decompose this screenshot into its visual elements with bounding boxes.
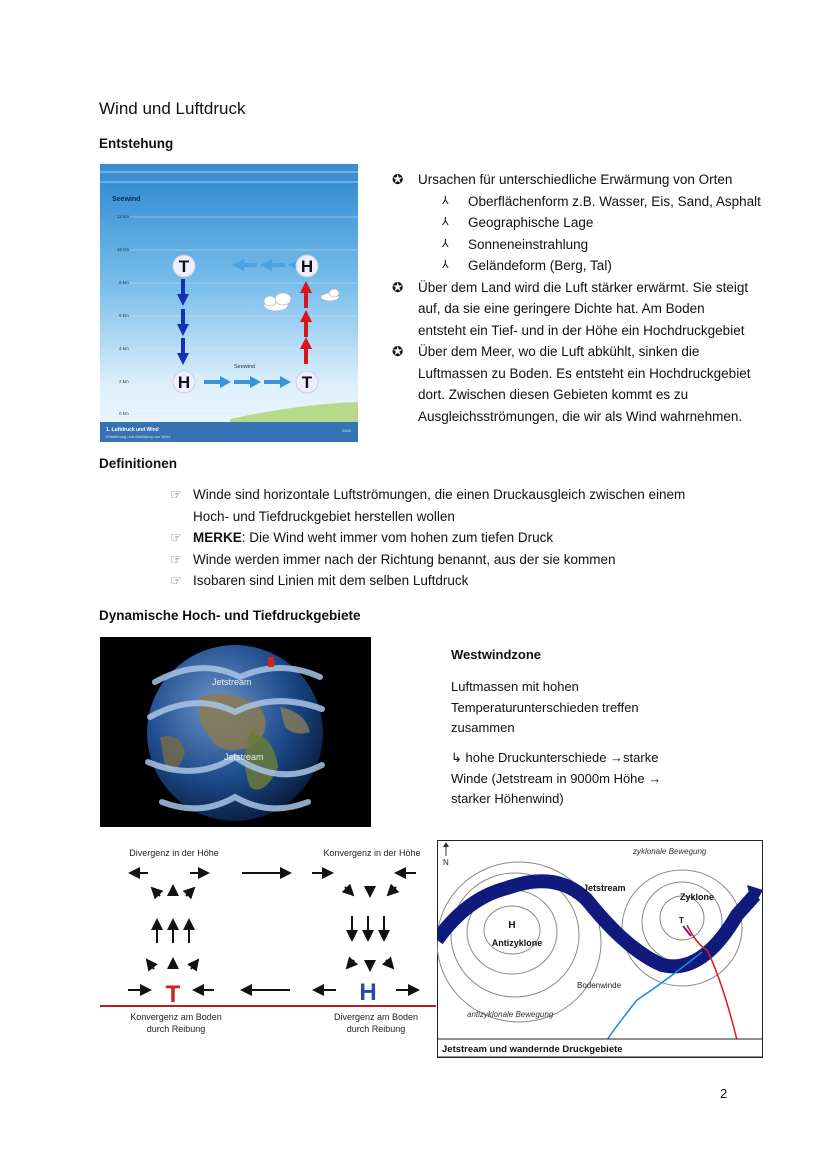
red-marker [268, 657, 274, 667]
definition-item [170, 527, 790, 549]
seewind-arrow-label: Seewind [234, 364, 256, 370]
north-label: N [443, 858, 449, 867]
definition-text: Winde sind horizontale Luftströmungen, die einen Druckausgleich zwischen einem Hoch- und Tiefdruckgebiet herstellen wollen [193, 487, 686, 524]
anticyclonal-label: antizyklonale Bewegung [467, 1010, 554, 1019]
globe-jetstream-image [100, 637, 371, 827]
figure-caption-1: 1. Luftdruck und Wind [106, 427, 159, 433]
high-pressure-top: H [300, 257, 314, 276]
caret-bullet-icon: ⅄ [442, 237, 449, 250]
bullet-item [392, 341, 792, 427]
caret-bullet-icon: ⅄ [442, 259, 449, 271]
star-bullet-icon: ✪ [392, 279, 404, 295]
pointing-hand-icon: ☞ [170, 487, 183, 502]
pointing-hand-icon: ☞ [170, 551, 183, 567]
convergence-bottom-label: Konvergenz am Boden [130, 1012, 222, 1022]
pointing-hand-icon: ☞ [170, 573, 183, 588]
height-label: 0 km [119, 411, 129, 416]
sub-bullet-text: Sonneneinstrahlung [468, 236, 589, 252]
bullet-item [392, 169, 792, 191]
convergence-bottom-label-2: durch Reibung [146, 1024, 206, 1034]
definition-text: MERKE: Die Wind weht immer vom hohen zum tiefen Druck [193, 530, 554, 545]
star-bullet-icon: ✪ [392, 344, 404, 359]
section-heading-definitionen: Definitionen [99, 456, 177, 471]
height-label: 4 km [119, 346, 129, 351]
pointing-hand-icon: ☞ [170, 530, 183, 545]
anticyclone-label: Antizyklone [491, 938, 543, 948]
cyclonal-label: zyklonale Bewegung [633, 847, 707, 856]
jetstream-map [437, 840, 763, 1058]
section-heading-dynamische: Dynamische Hoch- und Tiefdruckgebiete [99, 608, 361, 623]
jetstream-map-label: Jetstream [583, 883, 626, 893]
jetstream-label-top: Jetstream [212, 677, 252, 687]
definitions-list [170, 484, 790, 592]
sub-bullet-item [392, 191, 792, 213]
westwind-paragraph-2: ↳ hohe Druckunterschiede →starke Winde (Jetstream in 9000m Höhe → starker Höhenwind) [451, 750, 662, 806]
sub-bullet-text: Geländeform (Berg, Tal) [468, 258, 612, 273]
high-pressure-bottom: H [177, 373, 191, 392]
cyclone-label: Zyklone [680, 892, 715, 902]
height-label: 12 km [117, 214, 130, 219]
height-label: 6 km [119, 313, 129, 318]
page-title: Wind und Luftdruck [99, 99, 246, 118]
definition-item [170, 549, 790, 571]
sky-background [100, 164, 358, 442]
definition-text: Winde werden immer nach der Richtung benannt, aus der sie kommen [193, 551, 616, 567]
sub-bullet-item [392, 212, 792, 234]
surface-winds-label: Bodenwinde [577, 981, 622, 990]
caret-bullet-icon: ⅄ [442, 216, 449, 228]
map-caption: Jetstream und wandernde Druckgebiete [442, 1044, 623, 1055]
definition-item [170, 484, 790, 527]
height-label: 2 km [119, 379, 129, 384]
high-pressure-h: H [359, 979, 377, 1006]
map-low-t: T [679, 916, 684, 925]
seewind-label: Seewind [112, 196, 141, 203]
star-bullet-icon: ✪ [392, 172, 404, 187]
section-heading-entstehung: Entstehung [99, 136, 174, 151]
bullet-item [392, 277, 792, 342]
westwind-paragraph-1: Luftmassen mit hohen Temperaturunterschieden treffen zusammen [451, 679, 639, 735]
jetstream-label-middle: Jetstream [224, 752, 264, 762]
causes-list [392, 169, 792, 427]
height-label: 8 km [119, 280, 129, 285]
map-high-h: H [508, 920, 516, 931]
sub-bullet-item [392, 255, 792, 277]
low-pressure-top: T [178, 257, 190, 276]
divergence-bottom-label: Divergenz am Boden [333, 1012, 419, 1022]
figure-caption-2: Entstehung und Abbildung von Wind [106, 434, 171, 439]
sub-bullet-item [392, 234, 792, 256]
sub-bullet-text: Oberflächenform z.B. Wasser, Eis, Sand, Asphalt [468, 193, 761, 209]
figure-caption-code: 0265 [342, 428, 351, 433]
low-pressure-t: T [165, 981, 181, 1008]
low-pressure-bottom: T [301, 373, 313, 392]
caret-bullet-icon: ⅄ [442, 194, 449, 207]
vertical-flow-arrows [147, 916, 393, 970]
page-number: 2 [720, 1086, 728, 1101]
westwind-heading: Westwindzone [451, 647, 542, 662]
sub-bullet-text: Geographische Lage [468, 215, 594, 230]
definition-item [170, 570, 790, 592]
bullet-text: Ursachen für unterschiedliche Erwärmung von Orten [418, 172, 733, 187]
seewind-figure [100, 164, 358, 442]
upper-flow-arrows [130, 873, 416, 896]
divergence-bottom-label-2: durch Reibung [346, 1024, 406, 1034]
definition-text: Isobaren sind Linien mit dem selben Luftdruck [193, 573, 469, 588]
height-label: 10 km [117, 247, 130, 252]
convergence-top-label: Konvergenz in der Höhe [323, 848, 421, 858]
convergence-divergence-diagram [100, 840, 436, 1040]
bullet-text: Über dem Land wird die Luft stärker erwärmt. Sie steigt auf, da sie eine geringere Dichte hat. Am Boden entsteht ein Tief- und in der Höhe ein Hochdruckgebiet [418, 279, 749, 338]
divergence-top-label: Divergenz in der Höhe [129, 848, 219, 858]
bullet-text: Über dem Meer, wo die Luft abkühlt, sinken die Luftmassen zu Boden. Es entsteht ein Hochdruckgebiet dort. Zwischen diesen Gebieten kommt es zu Ausgleichsströmungen, die wir als Wind wahrnehmen. [418, 344, 751, 424]
